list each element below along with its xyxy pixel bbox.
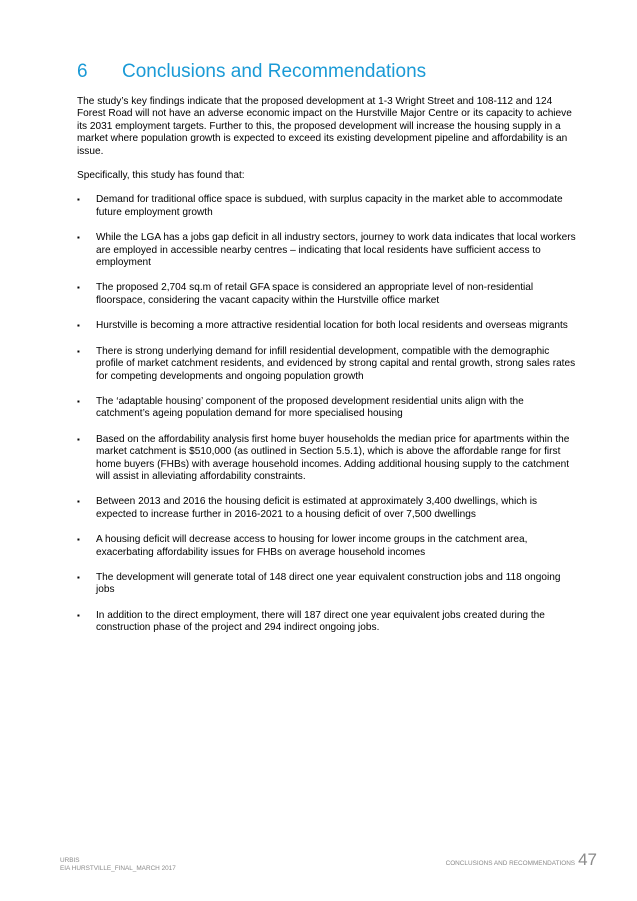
finding-item	[77, 496, 577, 521]
finding-item	[77, 282, 577, 307]
finding-text: While the LGA has a jobs gap deficit in all industry sectors, journey to work data indicates that local workers are employed in accessible nearby centres – indicating that local residents have sufficient access to employment	[96, 232, 576, 269]
finding-text: Between 2013 and 2016 the housing deficit is estimated at approximately 3,400 dwellings, which is expected to increase further in 2016-2021 to a housing deficit of over 7,500 dwellings	[96, 496, 538, 520]
bullet-icon: ▪	[77, 572, 80, 582]
finding-item	[77, 320, 577, 332]
finding-item	[77, 610, 577, 635]
finding-text: Hurstville is becoming a more attractive residential location for both local residents and overseas migrants	[96, 320, 568, 332]
bullet-icon: ▪	[77, 283, 80, 293]
finding-item	[77, 396, 577, 421]
finding-text: The proposed 2,704 sq.m of retail GFA space is considered an appropriate level of non-residential floorspace, considering the vacant capacity within the Hurstville office market	[96, 282, 534, 306]
finding-item	[77, 534, 577, 559]
finding-item	[77, 194, 577, 219]
section-heading	[77, 60, 426, 84]
bullet-icon: ▪	[77, 195, 80, 205]
finding-text: In addition to the direct employment, there will 187 direct one year equivalent jobs created during the construction phase of the project and 294 indirect ongoing jobs.	[96, 609, 545, 634]
finding-text: Based on the affordability analysis first home buyer households the median price for apartments within the market catchment is $510,000 (as outlined in Section 5.5.1), which is above the affordable range for first home buyers (FHBs) with average household incomes. Adding additional housing supply to the catchment will assist in alleviating affordability constraints.	[96, 433, 570, 482]
intro-paragraph: The study’s key findings indicate that the proposed development at 1-3 Wright Street and 108-112 and 124 Forest Road will not have an adverse economic impact on the Hurstville Major Centre or its capacity to achieve its 2031 employment targets. Further to this, the proposed development will increase the housing supply in a market where population growth is expected to exceed its existing development pipeline and affordability is an issue.	[77, 96, 572, 157]
finding-text: There is strong underlying demand for infill residential development, compatible with the demographic profile of market catchment residents, and evidenced by strong capital and rental growth, strong sales rates for competing developments and ongoing population growth	[96, 345, 576, 382]
finding-item	[77, 434, 577, 484]
finding-item	[77, 232, 577, 269]
footer-document-info	[60, 857, 176, 873]
bullet-icon: ▪	[77, 396, 80, 406]
section-title: Conclusions and Recommendations	[122, 61, 427, 82]
footer-document-name: EIA HURSTVILLE_FINAL_MARCH 2017	[60, 865, 176, 872]
finding-text: Demand for traditional office space is subdued, with surplus capacity in the market able to accommodate future employment growth	[96, 194, 563, 218]
bullet-icon: ▪	[77, 346, 80, 356]
finding-text: The development will generate total of 148 direct one year equivalent construction jobs and 118 ongoing jobs	[96, 571, 561, 596]
bullet-icon: ▪	[77, 610, 80, 620]
body-content	[77, 96, 577, 648]
lead-paragraph: Specifically, this study has found that:	[77, 170, 245, 182]
footer-company: URBIS	[60, 857, 80, 864]
page-number: 47	[578, 850, 597, 869]
bullet-icon: ▪	[77, 233, 80, 243]
finding-text: A housing deficit will decrease access to housing for lower income groups in the catchment area, exacerbating affordability issues for FHBs on average household incomes	[96, 534, 528, 558]
footer-section-name: CONCLUSIONS AND RECOMMENDATIONS	[445, 860, 576, 867]
footer-page-info	[446, 850, 597, 870]
finding-item	[77, 572, 577, 597]
bullet-icon: ▪	[77, 535, 80, 545]
bullet-icon: ▪	[77, 321, 80, 331]
findings-list	[77, 194, 577, 634]
finding-text: The ‘adaptable housing’ component of the proposed development residential units align with the catchment’s ageing population demand for more specialised housing	[96, 395, 524, 420]
finding-item	[77, 346, 577, 383]
section-number: 6	[77, 61, 88, 82]
bullet-icon: ▪	[77, 434, 80, 444]
bullet-icon: ▪	[77, 497, 80, 507]
